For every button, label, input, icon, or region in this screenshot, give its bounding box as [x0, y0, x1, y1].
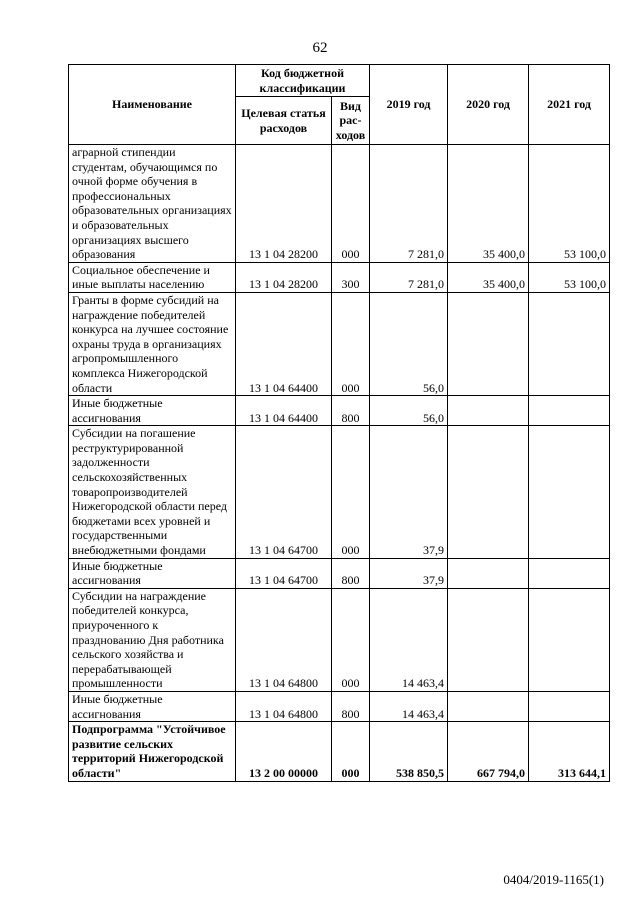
- row-value-2019: 7 281,0: [370, 262, 448, 292]
- row-expense-kind: 000: [332, 588, 370, 691]
- row-value-2019: 538 850,5: [370, 722, 448, 781]
- row-value-2019: 56,0: [370, 396, 448, 426]
- row-target-article: 13 2 00 00000: [236, 722, 332, 781]
- row-value-2020: [448, 426, 529, 558]
- row-target-article: 13 1 04 28200: [236, 262, 332, 292]
- header-target-article: Целевая статья расходов: [236, 97, 332, 145]
- row-value-2021: 313 644,1: [529, 722, 610, 781]
- row-expense-kind: 800: [332, 558, 370, 588]
- table-row: [69, 426, 610, 558]
- row-value-2020: 667 794,0: [448, 722, 529, 781]
- row-name: Субсидии на погашение реструктурированной задолженности сельскохозяйственных товаропроизводителей Нижегородской области перед бюджетами всех уровней и государственными внебюджетными фондами: [69, 426, 236, 558]
- row-name: Иные бюджетные ассигнования: [69, 396, 236, 426]
- table-row: [69, 691, 610, 721]
- budget-table: [68, 64, 610, 782]
- row-value-2019: 56,0: [370, 292, 448, 395]
- header-2021: 2021 год: [529, 65, 610, 145]
- row-value-2021: [529, 691, 610, 721]
- row-value-2021: [529, 426, 610, 558]
- row-value-2021: 53 100,0: [529, 145, 610, 263]
- table-row: [69, 722, 610, 781]
- table-body: [69, 145, 610, 782]
- row-name: Гранты в форме субсидий на награждение победителей конкурса на лучшее состояние охраны труда в организациях агропромышленного комплекса Нижегородской области: [69, 292, 236, 395]
- row-value-2019: 7 281,0: [370, 145, 448, 263]
- row-expense-kind: 800: [332, 691, 370, 721]
- row-value-2019: 37,9: [370, 426, 448, 558]
- table-row: [69, 396, 610, 426]
- header-expense-kind: Вид рас-ходов: [332, 97, 370, 145]
- row-value-2020: [448, 292, 529, 395]
- row-expense-kind: 000: [332, 722, 370, 781]
- row-expense-kind: 800: [332, 396, 370, 426]
- row-value-2019: 37,9: [370, 558, 448, 588]
- row-target-article: 13 1 04 64700: [236, 558, 332, 588]
- row-expense-kind: 300: [332, 262, 370, 292]
- row-name: Субсидии на награждение победителей конкурса, приуроченного к празднованию Дня работника сельского хозяйства и перерабатывающей промышленности: [69, 588, 236, 691]
- table-row: [69, 558, 610, 588]
- row-target-article: 13 1 04 64400: [236, 396, 332, 426]
- table-row: [69, 262, 610, 292]
- row-expense-kind: 000: [332, 426, 370, 558]
- page-number: 62: [312, 40, 328, 56]
- table-row: [69, 145, 610, 263]
- row-value-2020: 35 400,0: [448, 145, 529, 263]
- row-value-2020: [448, 396, 529, 426]
- header-2019: 2019 год: [370, 65, 448, 145]
- row-value-2021: [529, 292, 610, 395]
- row-name: Подпрограмма "Устойчивое развитие сельских территорий Нижегородской области": [69, 722, 236, 781]
- row-name: аграрной стипендии студентам, обучающимся по очной форме обучения в профессиональных образовательных организациях и образовательных организациях высшего образования: [69, 145, 236, 263]
- row-target-article: 13 1 04 64800: [236, 588, 332, 691]
- row-target-article: 13 1 04 64700: [236, 426, 332, 558]
- row-value-2021: [529, 558, 610, 588]
- row-target-article: 13 1 04 28200: [236, 145, 332, 263]
- table-row: [69, 292, 610, 395]
- row-expense-kind: 000: [332, 292, 370, 395]
- row-value-2020: [448, 558, 529, 588]
- row-value-2021: 53 100,0: [529, 262, 610, 292]
- row-name: Иные бюджетные ассигнования: [69, 691, 236, 721]
- header-budget-code: Код бюджетной классификации: [236, 65, 370, 97]
- row-name: Социальное обеспечение и иные выплаты населению: [69, 262, 236, 292]
- row-value-2020: 35 400,0: [448, 262, 529, 292]
- header-name: Наименование: [69, 65, 236, 145]
- row-target-article: 13 1 04 64400: [236, 292, 332, 395]
- table-row: [69, 588, 610, 691]
- document-code: 0404/2019-1165(1): [503, 872, 604, 887]
- row-value-2020: [448, 691, 529, 721]
- row-value-2019: 14 463,4: [370, 588, 448, 691]
- row-value-2020: [448, 588, 529, 691]
- row-value-2021: [529, 396, 610, 426]
- row-name: Иные бюджетные ассигнования: [69, 558, 236, 588]
- row-target-article: 13 1 04 64800: [236, 691, 332, 721]
- row-value-2021: [529, 588, 610, 691]
- row-value-2019: 14 463,4: [370, 691, 448, 721]
- header-2020: 2020 год: [448, 65, 529, 145]
- row-expense-kind: 000: [332, 145, 370, 263]
